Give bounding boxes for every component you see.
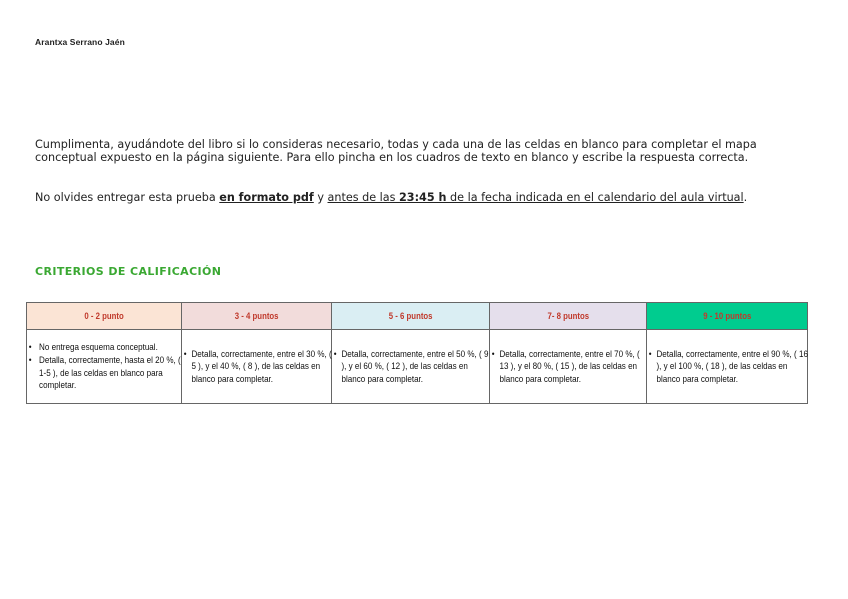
description-text: Detalla, correctamente, entre el 70 %, ( 13 ), y el 80 %, ( 15 ), de las celdas en blanco para completar. <box>499 347 640 384</box>
bullet-icon: • <box>28 341 32 353</box>
deadline-paragraph <box>35 191 825 204</box>
deadline-text: No olvides entregar esta prueba <box>35 191 220 204</box>
grade-description-row <box>27 330 808 404</box>
author-name: Arantxa Serrano Jaén <box>35 37 125 47</box>
description-text: Detalla, correctamente, entre el 90 %, ( 16 ), y el 100 %, ( 18 ), de las celdas en blanco para completar. <box>656 347 808 384</box>
deadline-connector: y <box>313 191 328 204</box>
grade-description-9-10 <box>647 330 808 404</box>
list-item <box>29 341 183 354</box>
bullet-icon: • <box>491 347 495 359</box>
bullet-icon: • <box>28 353 32 365</box>
list-item-text: Detalla, correctamente, hasta el 20 %, ( 1-5 ), de las celdas en blanco para completar. <box>39 353 181 391</box>
grade-description-0-2 <box>27 330 182 404</box>
instructions-paragraph: Cumplimenta, ayudándote del libro si lo consideras necesario, todas y cada una de las celdas en blanco para completar el mapa conceptual expuesto en la página siguiente. Para ello pincha en los cuadros de texto en blanco y escribe la respuesta correcta. <box>35 138 757 165</box>
deadline-rest: de la fecha indicada en el calendario del aula virtual <box>446 191 744 204</box>
description-text: Detalla, correctamente, entre el 30 %, ( 5 ), y el 40 %, ( 8 ), de las celdas en blanco para completar. <box>191 347 332 384</box>
grade-description-5-6 <box>332 330 490 404</box>
list-item-text: No entrega esquema conceptual. <box>39 341 158 353</box>
list-item <box>29 354 183 392</box>
grading-criteria-table <box>26 302 808 404</box>
deadline-end: . <box>743 191 748 204</box>
grade-header-7-8: 7- 8 puntos <box>490 303 647 330</box>
grade-header-0-2: 0 - 2 punto <box>27 303 182 330</box>
bullet-icon: • <box>648 347 652 359</box>
deadline-time: 23:45 h <box>399 191 447 204</box>
grade-header-row <box>27 303 808 330</box>
deadline-before: antes de las <box>327 191 400 204</box>
bullet-icon: • <box>183 347 187 359</box>
description-text: Detalla, correctamente, entre el 50 %, ( 9 ), y el 60 %, ( 12 ), de las celdas en blanco para completar. <box>341 347 489 384</box>
grade-header-5-6: 5 - 6 puntos <box>332 303 490 330</box>
grade-header-9-10: 9 - 10 puntos <box>647 303 808 330</box>
criteria-heading: CRITERIOS DE CALIFICACIÓN <box>35 265 222 278</box>
grade-description-3-4 <box>182 330 332 404</box>
format-requirement: en formato pdf <box>219 191 314 204</box>
deadline-time-phrase <box>328 191 744 204</box>
grade-description-7-8 <box>490 330 647 404</box>
grade-header-3-4: 3 - 4 puntos <box>182 303 332 330</box>
bullet-icon: • <box>333 347 337 359</box>
